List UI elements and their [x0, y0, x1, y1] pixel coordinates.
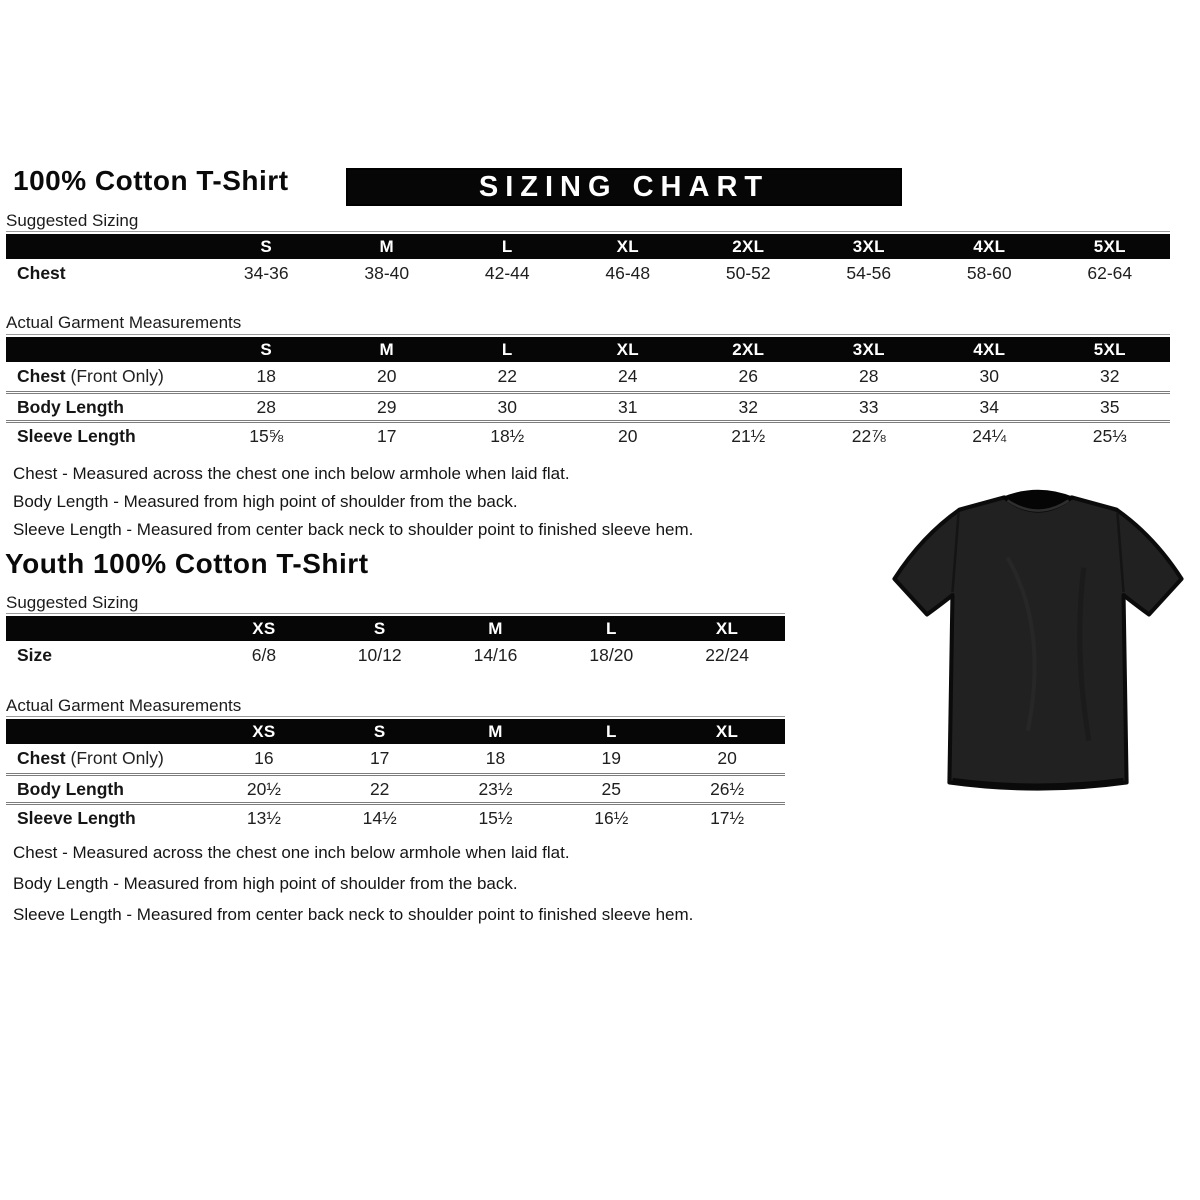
tshirt-graphic [884, 476, 1192, 812]
value-cell: 18/20 [589, 645, 634, 665]
value-cell: 35 [1100, 396, 1120, 417]
note-line: Body Length - Measured from high point of shoulder from the back. [13, 492, 518, 511]
value-cell: 20½ [246, 778, 281, 799]
value-cell: 26 [738, 366, 758, 386]
header-cell-5xl: 5XL [1093, 236, 1126, 256]
adult-actual-table [6, 334, 1170, 449]
value-cell: 38-40 [364, 263, 410, 283]
value-cell: 20 [717, 748, 737, 768]
header-cell-s: S [373, 618, 386, 638]
table-row [6, 391, 1170, 420]
value-cell: 58-60 [966, 263, 1012, 283]
row-label: Body Length [17, 396, 124, 417]
value-cell: 30 [497, 396, 517, 417]
value-cell: 28 [859, 366, 879, 386]
header-cell-s: S [260, 236, 273, 256]
youth-actual-table [6, 716, 785, 831]
table-row [6, 773, 785, 802]
value-cell: 30 [979, 366, 999, 386]
value-cell: 17 [369, 748, 390, 768]
header-cell-3xl: 3XL [852, 339, 885, 359]
value-cell: 22/24 [705, 645, 749, 665]
table-header-row [6, 234, 1170, 259]
table-row [6, 744, 785, 773]
value-cell: 20 [618, 425, 638, 446]
value-cell: 18 [485, 748, 506, 768]
value-cell: 18½ [490, 425, 525, 446]
value-cell: 18 [256, 366, 276, 386]
header-cell-xl: XL [715, 721, 739, 741]
value-cell: 22 [497, 366, 517, 386]
table-row [6, 362, 1170, 391]
value-cell: 26½ [710, 778, 745, 799]
value-cell: 62-64 [1087, 263, 1133, 283]
note-line: Body Length - Measured from high point of shoulder from the back. [13, 874, 518, 893]
value-cell: 14½ [362, 807, 397, 828]
value-cell: 25⅓ [1092, 425, 1127, 446]
value-cell: 33 [859, 396, 879, 417]
row-label: Body Length [17, 778, 124, 799]
header-cell-m: M [488, 721, 503, 741]
value-cell: 16½ [594, 807, 629, 828]
row-label: Chest (Front Only) [17, 366, 164, 386]
adult-title: 100% Cotton T-Shirt [13, 165, 289, 196]
note-line: Chest - Measured across the chest one inch below armhole when laid flat. [13, 464, 570, 483]
value-cell: 46-48 [605, 263, 651, 283]
table-row [6, 259, 1170, 288]
header-cell-l: L [605, 618, 617, 638]
header-cell-5xl: 5XL [1093, 339, 1126, 359]
row-label: Chest (Front Only) [17, 748, 164, 768]
adult-notes [13, 464, 693, 548]
tshirt-image [884, 476, 1192, 812]
youth-suggested-table [6, 613, 785, 670]
note-line: Sleeve Length - Measured from center back neck to shoulder point to finished sleeve hem. [13, 905, 694, 924]
header-cell-xs: XS [252, 618, 276, 638]
value-cell: 17 [377, 425, 397, 446]
header-cell-3xl: 3XL [852, 236, 885, 256]
youth-suggested-sizing-label: Suggested Sizing [6, 593, 139, 612]
header-cell-4xl: 4XL [973, 339, 1006, 359]
table-row [6, 641, 785, 670]
value-cell: 54-56 [846, 263, 892, 283]
value-cell: 21½ [731, 425, 766, 446]
header-cell-s: S [373, 721, 386, 741]
table-row [6, 802, 785, 831]
row-label: Sleeve Length [17, 807, 136, 828]
value-cell: 20 [377, 366, 397, 386]
value-cell: 15⅝ [249, 425, 284, 446]
header-cell-xl: XL [616, 339, 639, 359]
value-cell: 16 [254, 748, 274, 768]
value-cell: 23½ [478, 778, 513, 799]
header-cell-m: M [379, 236, 394, 256]
header-cell-s: S [260, 339, 273, 359]
value-cell: 50-52 [725, 263, 771, 283]
value-cell: 10/12 [357, 645, 402, 665]
header-cell-l: L [605, 721, 617, 741]
value-cell: 34-36 [243, 263, 289, 283]
row-label: Sleeve Length [17, 425, 136, 446]
note-line: Chest - Measured across the chest one inch below armhole when laid flat. [13, 843, 570, 862]
header-cell-m: M [379, 339, 394, 359]
value-cell: 22 [369, 778, 390, 799]
header-cell-l: L [501, 236, 513, 256]
header-cell-4xl: 4XL [973, 236, 1006, 256]
header-cell-2xl: 2XL [732, 339, 765, 359]
header-cell-l: L [501, 339, 513, 359]
value-cell: 15½ [478, 807, 513, 828]
value-cell: 31 [618, 396, 638, 417]
value-cell: 24¼ [972, 425, 1007, 446]
value-cell: 28 [256, 396, 276, 417]
value-cell: 13½ [246, 807, 281, 828]
header-cell-2xl: 2XL [732, 236, 765, 256]
header-cell-xl: XL [616, 236, 639, 256]
tshirt-body-shape [894, 497, 1181, 788]
row-label: Chest [17, 263, 66, 283]
adult-actual-measurements-label: Actual Garment Measurements [6, 313, 242, 332]
value-cell: 42-44 [484, 263, 530, 283]
sizing-chart-banner [346, 168, 902, 206]
value-cell: 25 [601, 778, 622, 799]
value-cell: 32 [1100, 366, 1120, 386]
value-cell: 17½ [710, 807, 745, 828]
value-cell: 6/8 [251, 645, 277, 665]
header-cell-m: M [488, 618, 503, 638]
sizing-chart-banner-label: SIZING CHART [478, 170, 770, 203]
value-cell: 32 [738, 396, 758, 417]
value-cell: 24 [618, 366, 638, 386]
note-line: Sleeve Length - Measured from center back neck to shoulder point to finished sleeve hem. [13, 520, 694, 539]
value-cell: 34 [979, 396, 999, 417]
value-cell: 29 [377, 396, 397, 417]
value-cell: 19 [601, 748, 622, 768]
table-header-row [6, 337, 1170, 362]
header-cell-xs: XS [252, 721, 276, 741]
adult-suggested-sizing-label: Suggested Sizing [6, 211, 139, 230]
table-header-row [6, 719, 785, 744]
youth-notes [13, 843, 693, 936]
youth-title: Youth 100% Cotton T-Shirt [5, 548, 369, 579]
value-cell: 14/16 [473, 645, 518, 665]
table-row [6, 420, 1170, 449]
header-cell-xl: XL [715, 618, 739, 638]
value-cell: 22⅞ [851, 425, 886, 446]
adult-suggested-table [6, 231, 1170, 288]
row-label: Size [17, 645, 53, 665]
youth-actual-measurements-label: Actual Garment Measurements [6, 696, 242, 715]
table-header-row [6, 616, 785, 641]
